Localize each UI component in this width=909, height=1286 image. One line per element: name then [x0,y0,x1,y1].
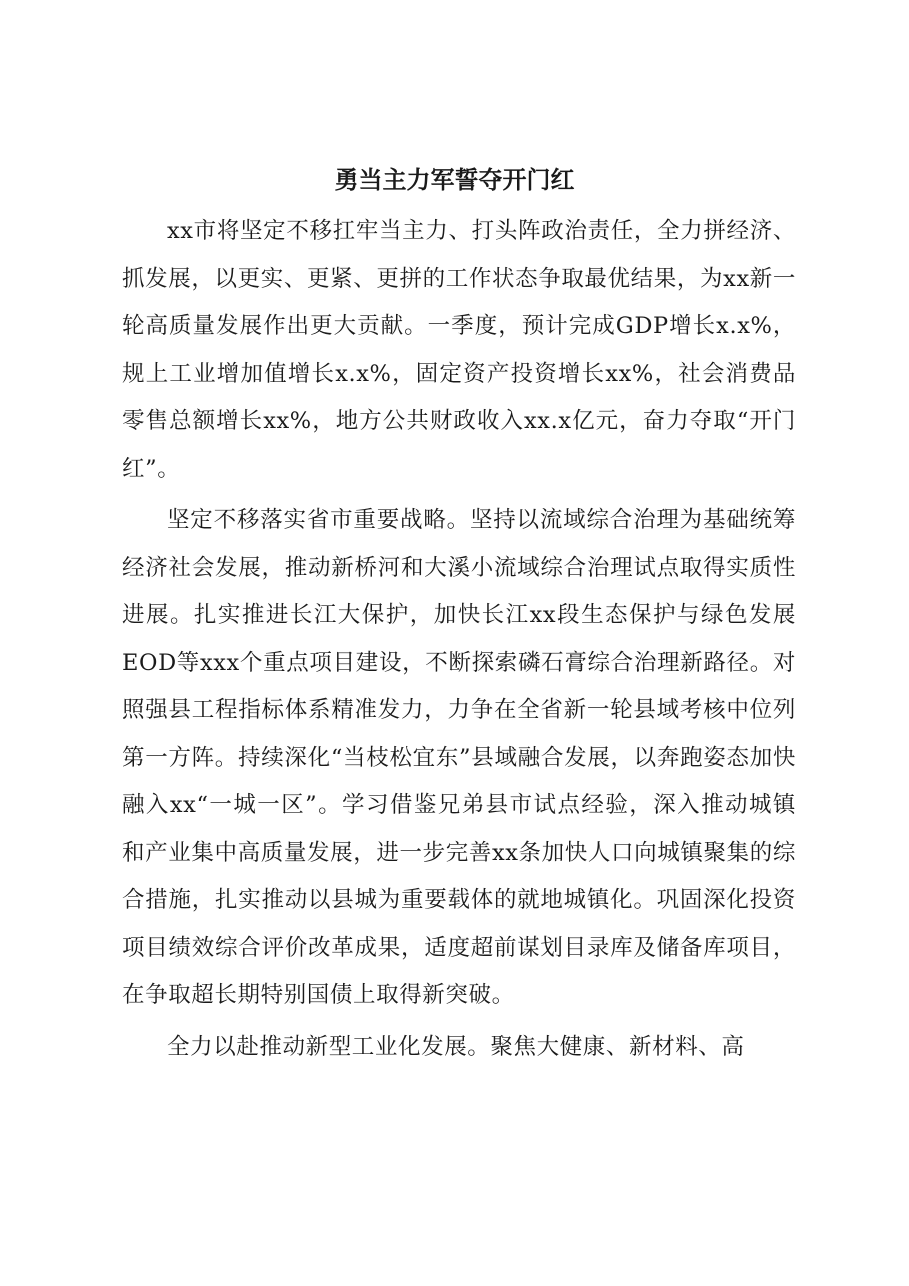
paragraph-2: 坚定不移落实省市重要战略。坚持以流域综合治理为基础统筹经济社会发展，推动新桥河和大溪小流域综合治理试点取得实质性进展。扎实推进长江大保护，加快长江xx段生态保护与绿色发展EOD等xxx个重点项目建设，不断探索磷石膏综合治理新路径。对照强县工程指标体系精准发力，力争在全省新一轮县域考核中位列第一方阵。持续深化“当枝松宜东”县域融合发展，以奔跑姿态加快融入xx“一城一区”。学习借鉴兄弟县市试点经验，深入推动城镇和产业集中高质量发展，进一步完善xx条加快人口向城镇聚集的综合措施，扎实推动以县城为重要载体的就地城镇化。巩固深化投资项目绩效综合评价改革成果，适度超前谋划目录库及储备库项目，在争取超长期特别国债上取得新突破。 [122,507,796,1008]
paragraph-1: xx市将坚定不移扛牢当主力、打头阵政治责任，全力拼经济、抓发展，以更实、更紧、更拼的工作状态争取最优结果，为xx新一轮高质量发展作出更大贡献。一季度，预计完成GDP增长x.x%，规上工业增加值增长x.x%，固定资产投资增长xx%，社会消费品零售总额增长xx%，地方公共财政收入xx.x亿元，奋力夺取“开门红”。 [122,218,796,482]
document-title: 勇当主力军誓夺开门红 [334,166,575,194]
document-body [122,208,796,1075]
paragraph-3: 全力以赴推动新型工业化发展。聚焦大健康、新材料、高 [167,1033,745,1060]
